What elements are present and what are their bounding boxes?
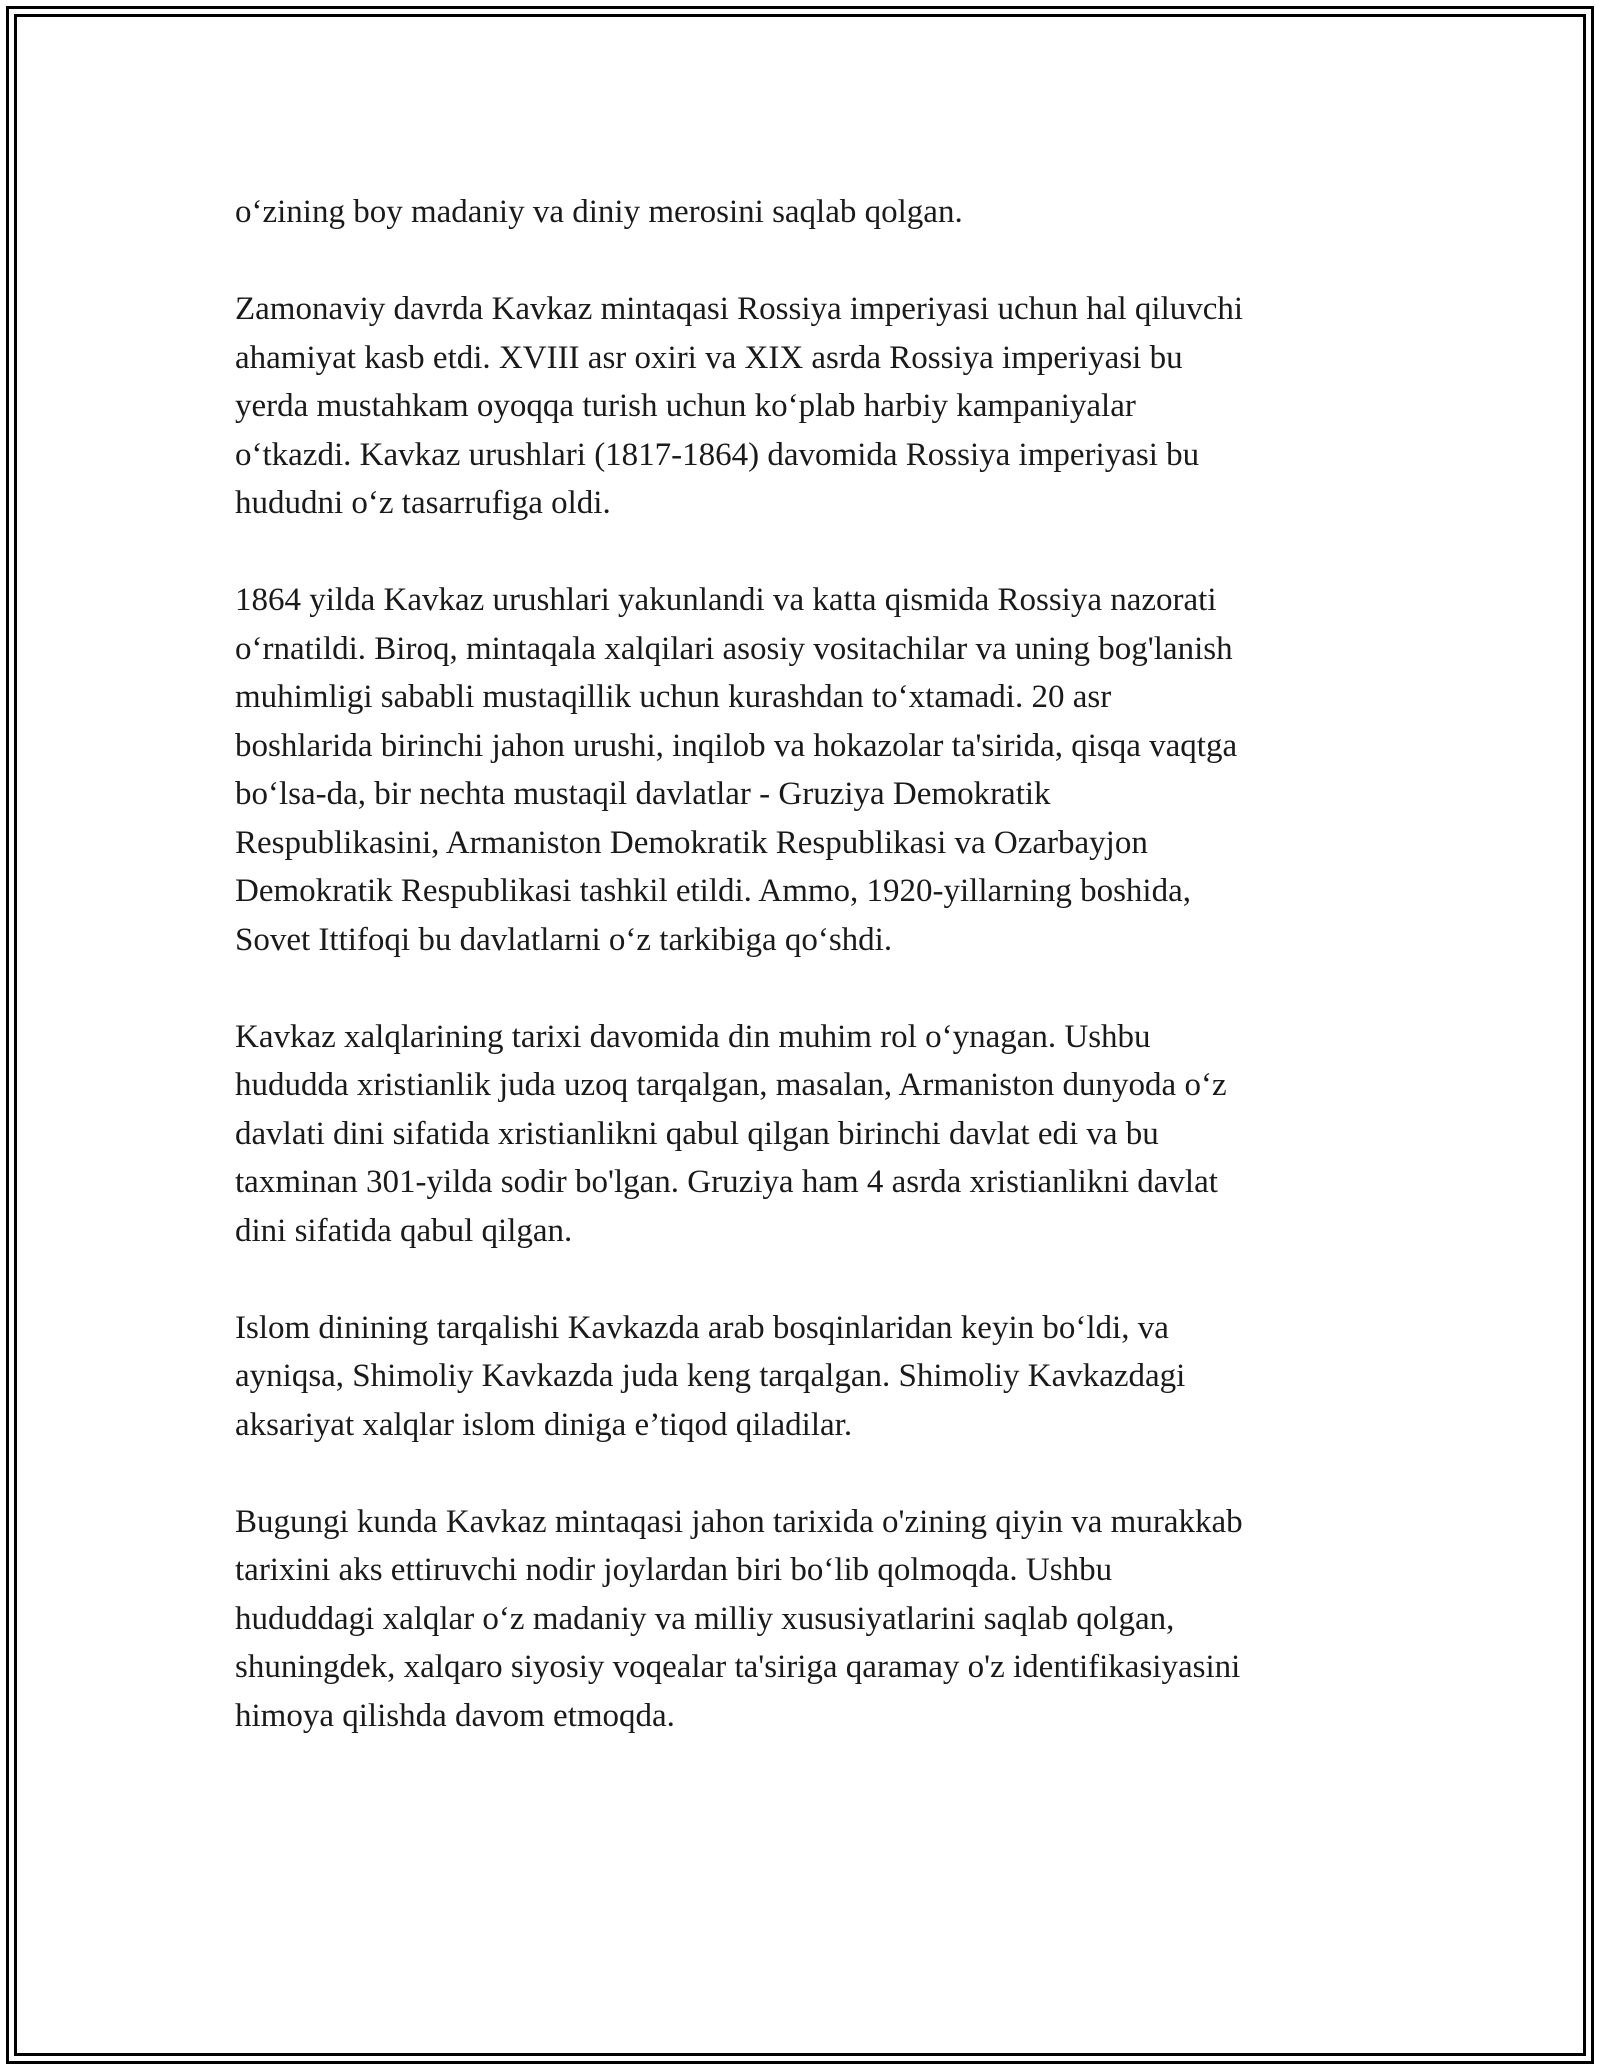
paragraph-islam: Islom dinining tarqalishi Kavkazda arab bosqinlaridan keyin bo‘ldi, va ayniqsa, Shimoliy Kavkazda juda keng tarqalgan. Shimoliy Kavkazdagi aksariyat xalqlar islom diniga e’tiqod qiladilar.: [235, 1309, 1186, 1443]
paragraph-today: Bugungi kunda Kavkaz mintaqasi jahon tarixida o'zining qiyin va murakkab tarixini aks ettiruvchi nodir joylardan biri bo‘lib qolmoqda. Ushbu hududdagi xalqlar o‘z madaniy va milliy xususiyatlarini saqlab qolgan, shuningdek, xalqaro siyosiy voqealar ta'siriga qaramay o'z identifikasiyasini himoya qilishda davom etmoqda.: [235, 1503, 1243, 1734]
paragraph-heritage: o‘zining boy madaniy va diniy merosini saqlab qolgan.: [235, 194, 963, 230]
paragraph-christianity: Kavkaz xalqlarining tarixi davomida din muhim rol o‘ynagan. Ushbu hududda xristianlik juda uzoq tarqalgan, masalan, Armaniston dunyoda o‘z davlati dini sifatida xristianlikni qabul qilgan birinchi davlat edi va bu taxminan 301-yilda sodir bo'lgan. Gruziya ham 4 asrda xristianlikni davlat dini sifatida qabul qilgan.: [235, 1018, 1227, 1249]
paragraph-russian-empire: Zamonaviy davrda Kavkaz mintaqasi Rossiya imperiyasi uchun hal qiluvchi ahamiyat kasb etdi. XVIII asr oxiri va XIX asrda Rossiya imperiyasi bu yerda mustahkam oyoqqa turish uchun ko‘plab harbiy kampaniyalar o‘tkazdi. Kavkaz urushlari (1817-1864) davomida Rossiya imperiyasi bu hududni o‘z tasarrufiga oldi.: [235, 291, 1244, 521]
document-body: [235, 188, 1365, 1789]
paragraph-independence: 1864 yilda Kavkaz urushlari yakunlandi va katta qismida Rossiya nazorati o‘rnatildi. Biroq, mintaqala xalqilari asosiy vositachilar va uning bog'lanish muhimligi sababli mustaqillik uchun kurashdan to‘xtamadi. 20 asr boshlarida birinchi jahon urushi, inqilob va hokazolar ta'sirida, qisqa vaqtga bo‘lsa-da, bir nechta mustaqil davlatlar - Gruziya Demokratik Respublikasini, Armaniston Demokratik Respublikasi va Ozarbayjon Demokratik Respublikasi tashkil etildi. Ammo, 1920-yillarning boshida, Sovet Ittifoqi bu davlatlarni o‘z tarkibiga qo‘shdi.: [235, 582, 1238, 958]
